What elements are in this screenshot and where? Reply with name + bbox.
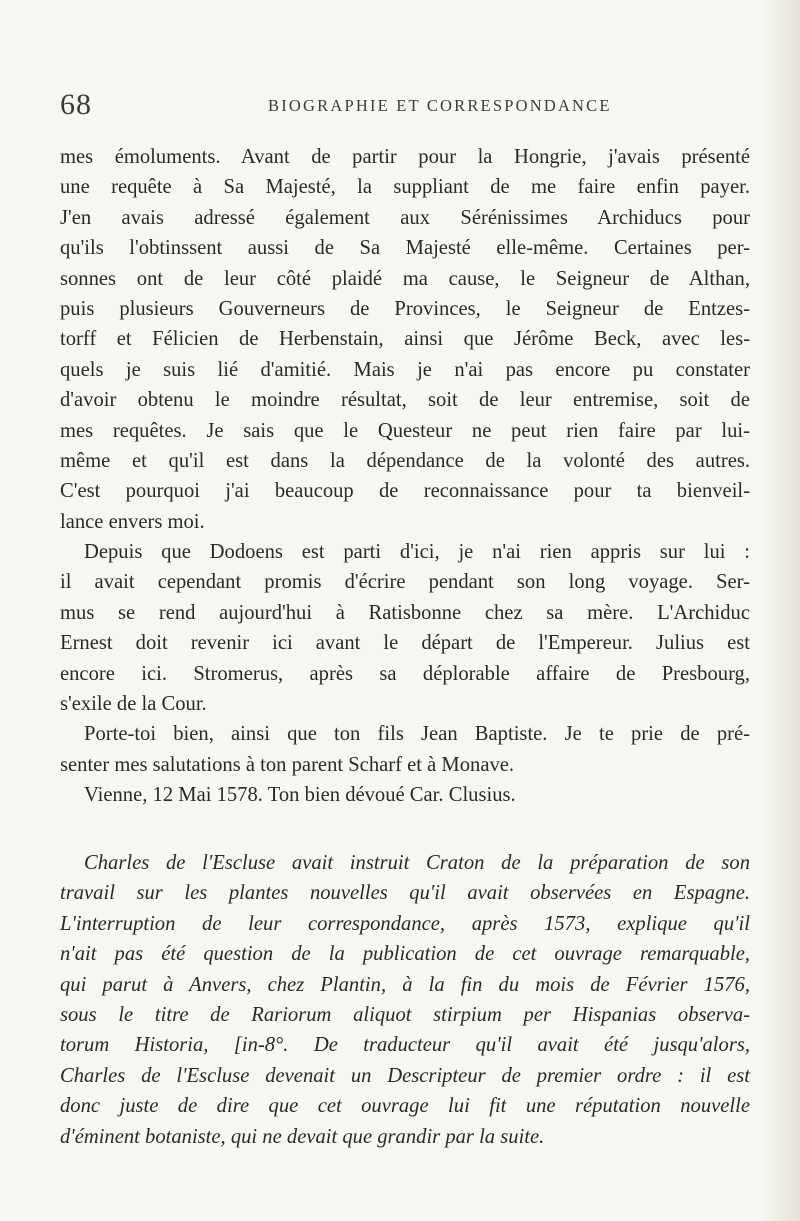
letter-line: mes émoluments. Avant de partir pour la Hongrie, j'avais présenté <box>60 146 750 168</box>
commentary-line: n'ait pas été question de la publication de cet ouvrage remarquable, <box>60 943 750 966</box>
page-number: 68 <box>60 88 92 121</box>
letter-line: qu'ils l'obtinssent aussi de Sa Majesté elle-même. Certaines per- <box>60 237 750 260</box>
letter-line: C'est pourquoi j'ai beaucoup de reconnaissance pour ta bienveil- <box>60 480 750 503</box>
letter-signature-line: Vienne, 12 Mai 1578. Ton bien dévoué Car. Clusius. <box>84 784 516 807</box>
letter-paragraph-start: Porte-toi bien, ainsi que ton fils Jean Baptiste. Je te prie de pré- <box>84 723 750 746</box>
letter-line: même et qu'il est dans la dépendance de la volonté des autres. <box>60 449 750 472</box>
letter-line: puis plusieurs Gouverneurs de Provinces, le Seigneur de Entzes- <box>60 297 750 320</box>
commentary-line: donc juste de dire que cet ouvrage lui fit une réputation nouvelle <box>60 1095 750 1118</box>
letter-line: s'exile de la Cour. <box>60 693 207 716</box>
commentary-text <box>60 848 750 1152</box>
letter-line: Ernest doit revenir ici avant le départ de l'Empereur. Julius est <box>60 632 750 655</box>
letter-line: quels je suis lié d'amitié. Mais je n'ai pas encore pu constater <box>60 358 750 381</box>
running-title: BIOGRAPHIE ET CORRESPONDANCE <box>268 96 612 115</box>
letter-line: mus se rend aujourd'hui à Ratisbonne chez sa mère. L'Archiduc <box>60 601 750 624</box>
letter-line: il avait cependant promis d'écrire pendant son long voyage. Ser- <box>60 571 750 594</box>
commentary-line: L'interruption de leur correspondance, après 1573, explique qu'il <box>60 912 750 935</box>
letter-line: J'en avais adressé également aux Sérénissimes Archiducs pour <box>60 206 750 229</box>
letter-paragraph-start: Depuis que Dodoens est parti d'ici, je n'ai rien appris sur lui : <box>84 541 750 564</box>
letter-line: mes requêtes. Je sais que le Questeur ne peut rien faire par lui- <box>60 419 750 442</box>
letter-line: une requête à Sa Majesté, la suppliant de me faire enfin payer. <box>60 176 750 199</box>
commentary-line: sous le titre de Rariorum aliquot stirpium per Hispanias observa- <box>60 1003 750 1026</box>
letter-line: sonnes ont de leur côté plaidé ma cause, le Seigneur de Althan, <box>60 267 750 290</box>
letter-line: torff et Félicien de Herbenstain, ainsi que Jérôme Beck, avec les- <box>60 328 750 351</box>
letter-line: d'avoir obtenu le moindre résultat, soit de leur entremise, soit de <box>60 389 750 412</box>
commentary-line: travail sur les plantes nouvelles qu'il avait observées en Espagne. <box>60 882 750 905</box>
commentary-line: Charles de l'Escluse avait instruit Craton de la préparation de son <box>84 852 750 874</box>
letter-line: senter mes salutations à ton parent Scharf et à Monave. <box>60 753 515 776</box>
page-header <box>60 88 760 128</box>
commentary-line: Charles de l'Escluse devenait un Descripteur de premier ordre : il est <box>60 1064 750 1087</box>
commentary-line: qui parut à Anvers, chez Plantin, à la fin du mois de Février 1576, <box>60 973 750 996</box>
commentary-line: torum Historia, [in-8°. De traducteur qu'il avait été jusqu'alors, <box>60 1034 750 1057</box>
letter-text <box>60 142 750 811</box>
letter-line: encore ici. Stromerus, après sa déplorable affaire de Presbourg, <box>60 662 750 685</box>
commentary-line: d'éminent botaniste, qui ne devait que grandir par la suite. <box>60 1125 545 1148</box>
page-edge-shadow <box>762 0 800 1221</box>
letter-line: lance envers moi. <box>60 510 205 533</box>
